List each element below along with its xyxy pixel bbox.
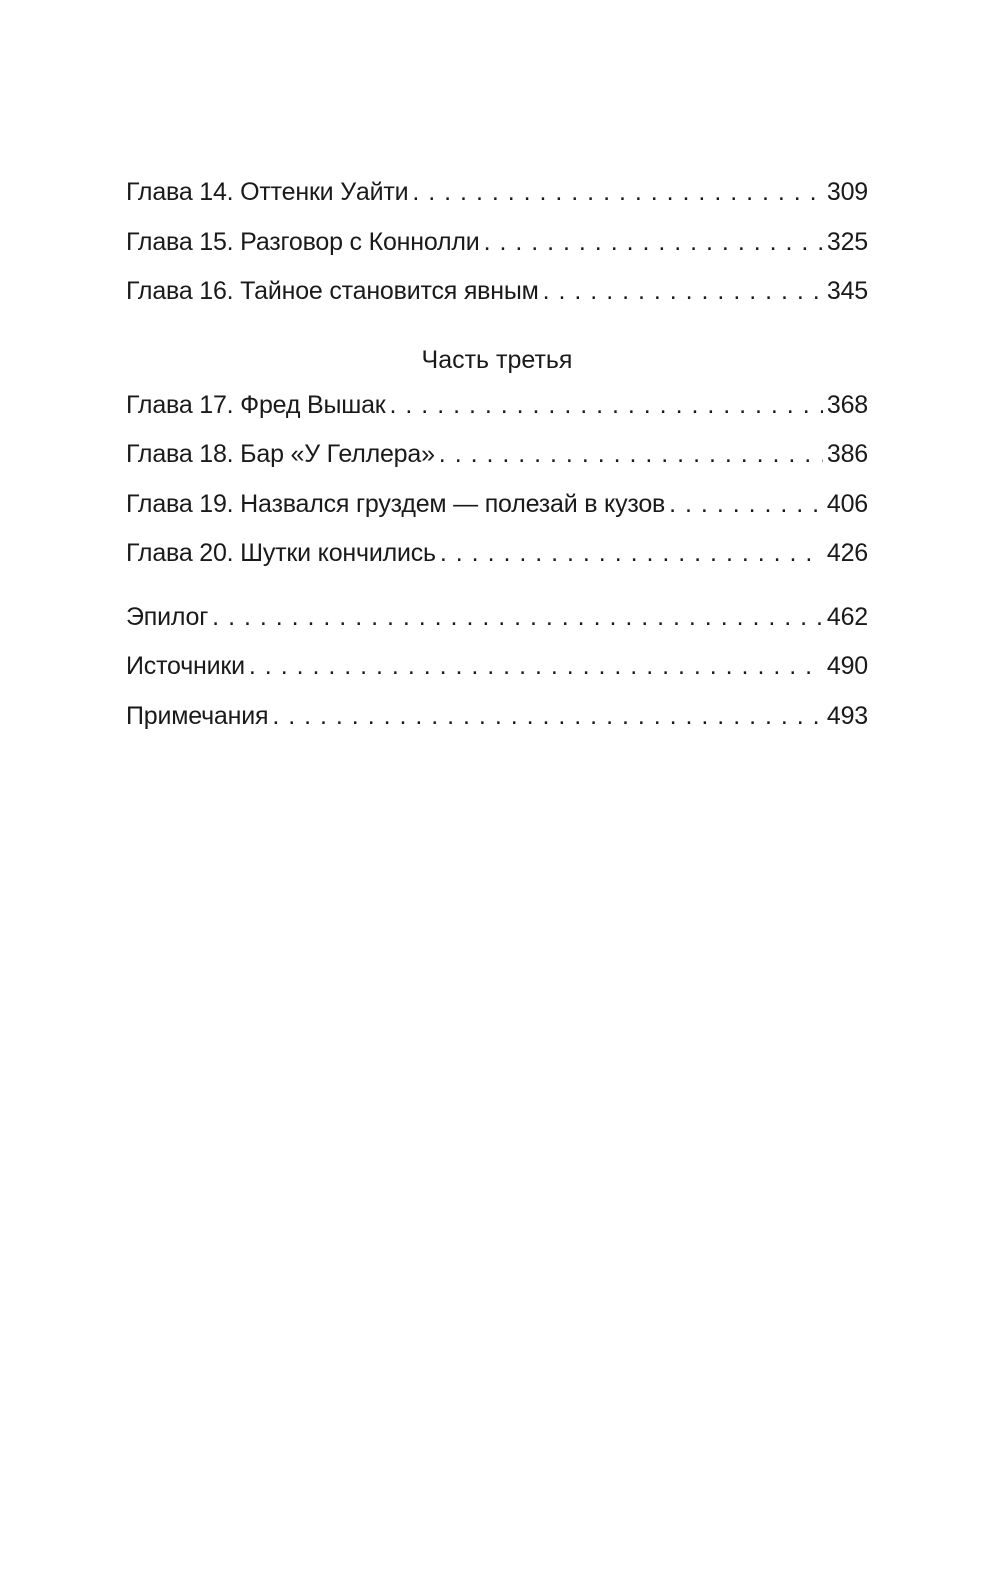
toc-entry-chapter-16[interactable] xyxy=(126,267,868,317)
toc-entry-title: Глава 19. Назвался груздем — полезай в кузов xyxy=(126,489,666,518)
toc-entry-title: Глава 14. Оттенки Уайти xyxy=(126,178,409,206)
toc-entry-chapter-19[interactable] xyxy=(126,480,868,530)
toc-entry-title: Источники xyxy=(126,652,245,680)
dot-leader xyxy=(440,529,823,579)
toc-entry-title: Глава 18. Бар «У Геллера» xyxy=(126,440,435,468)
toc-entry-title: Примечания xyxy=(126,701,269,730)
toc-entry-page: 309 xyxy=(826,178,868,206)
section-spacer xyxy=(126,317,868,339)
toc-entry-chapter-17[interactable] xyxy=(126,381,868,431)
dot-leader xyxy=(272,692,823,742)
toc-entry-page: 493 xyxy=(826,701,868,730)
table-of-contents xyxy=(126,168,868,741)
section-spacer xyxy=(126,579,868,593)
toc-entry-title: Эпилог xyxy=(126,602,209,631)
toc-entry-title: Глава 15. Разговор с Коннолли xyxy=(126,227,480,256)
dot-leader xyxy=(543,267,823,317)
dot-leader xyxy=(412,168,823,218)
toc-entry-chapter-18[interactable] xyxy=(126,430,868,480)
toc-entry-page: 386 xyxy=(826,440,868,468)
toc-entry-sources[interactable] xyxy=(126,642,868,692)
toc-entry-chapter-15[interactable] xyxy=(126,218,868,268)
toc-entry-page: 406 xyxy=(826,489,868,518)
dot-leader xyxy=(390,381,823,431)
toc-entry-page: 490 xyxy=(826,652,868,680)
toc-entry-title: Глава 16. Тайное становится явным xyxy=(126,277,539,305)
dot-leader xyxy=(439,430,823,480)
toc-entry-title: Глава 17. Фред Вышак xyxy=(126,390,386,419)
toc-entry-chapter-14[interactable] xyxy=(126,168,868,218)
toc-entry-page: 426 xyxy=(826,539,868,567)
toc-entry-page: 368 xyxy=(826,390,868,419)
toc-entry-epilogue[interactable] xyxy=(126,593,868,643)
dot-leader xyxy=(669,480,823,530)
toc-entry-page: 462 xyxy=(826,602,868,631)
toc-entry-notes[interactable] xyxy=(126,692,868,742)
toc-entry-chapter-20[interactable] xyxy=(126,529,868,579)
part-heading: Часть третья xyxy=(421,345,573,374)
dot-leader xyxy=(212,593,823,643)
toc-entry-title: Глава 20. Шутки кончились xyxy=(126,539,436,567)
toc-entry-page: 325 xyxy=(826,227,868,256)
dot-leader xyxy=(249,642,823,692)
dot-leader xyxy=(484,218,823,268)
toc-entry-page: 345 xyxy=(826,277,868,305)
